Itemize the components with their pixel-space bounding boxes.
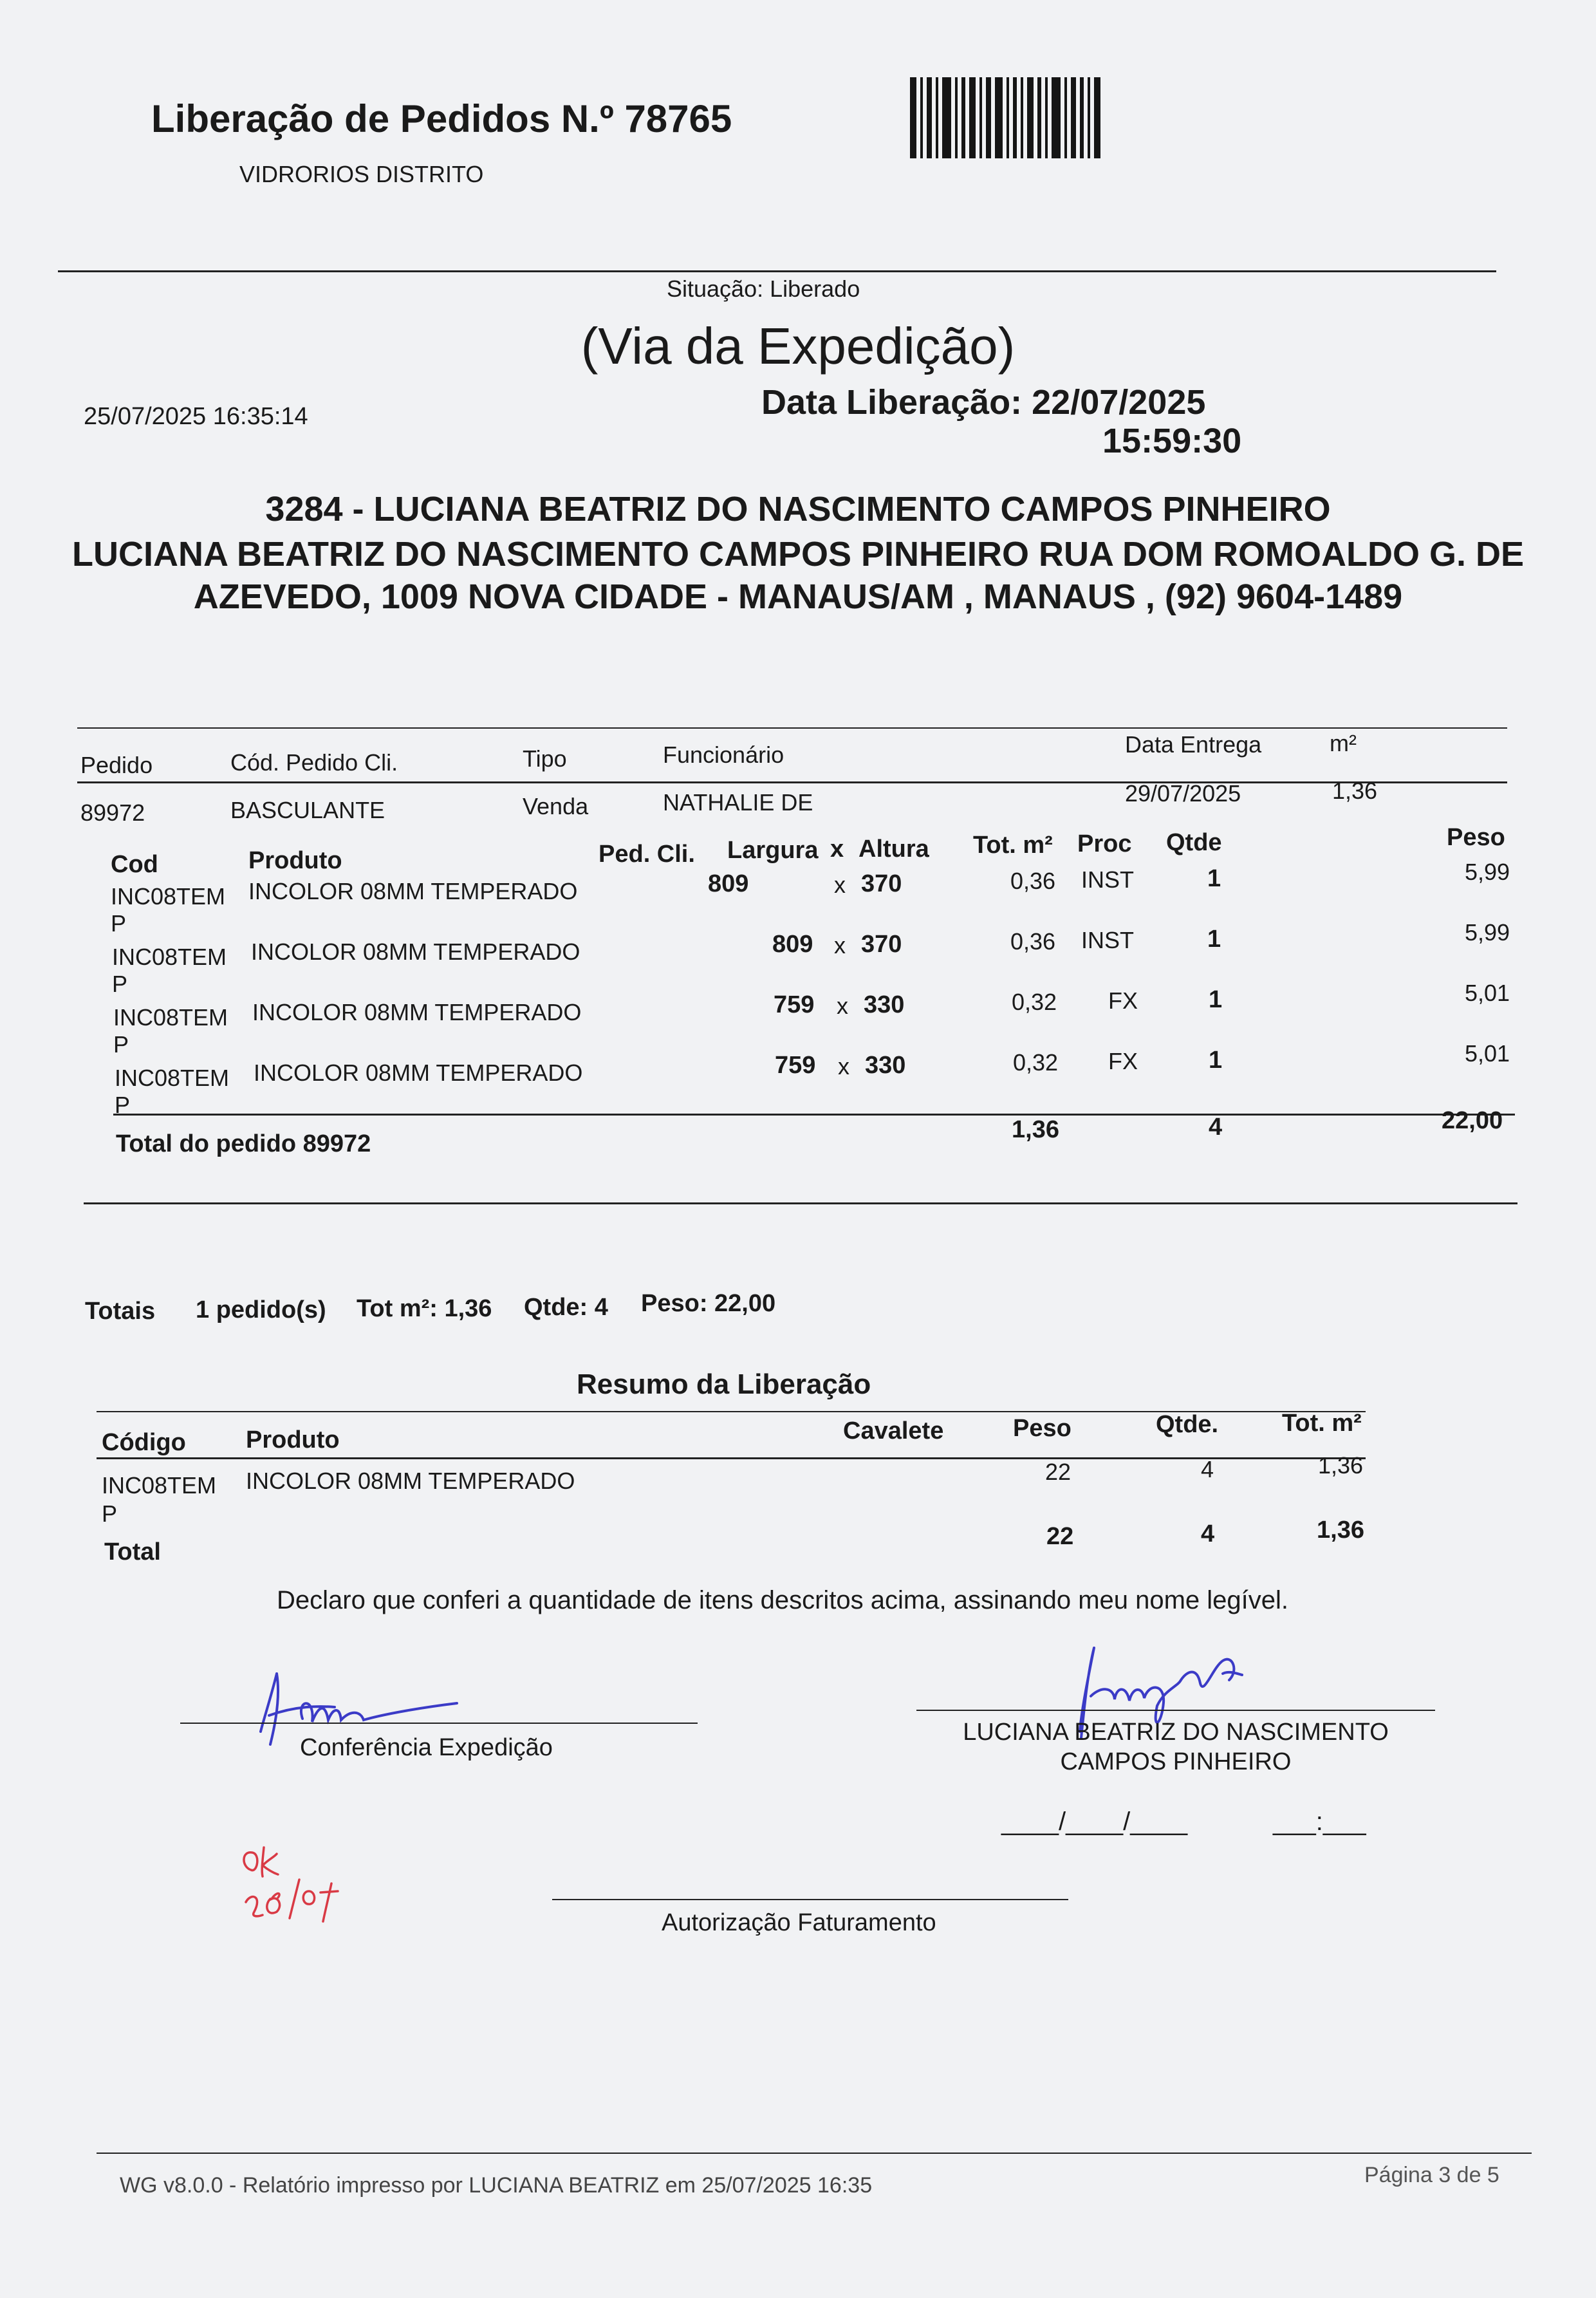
declaration-text: Declaro que conferi a quantidade de itens descritos acima, assinando meu nome legível. [277,1586,1289,1614]
item-largura: 809 [708,870,749,897]
col-data-entrega: Data Entrega [1125,731,1262,758]
item-x: x [838,1053,849,1079]
items-col-ped-cli: Ped. Cli. [598,841,695,868]
items-col-altura: Altura [858,836,929,863]
barcode-bar [961,77,965,158]
order-client-code: BASCULANTE [230,797,385,823]
footer-report-info: WG v8.0.0 - Relatório impresso por LUCIANA BEATRIZ em 25/07/2025 16:35 [120,2173,873,2198]
col-m2: m² [1330,730,1357,756]
barcode-bar [1071,77,1076,158]
barcode-bar [1088,77,1090,158]
barcode-bar [1027,77,1034,158]
order-number: 89972 [80,799,145,826]
barcode-bar [1007,77,1009,158]
summary-total-tot-m2: 1,36 [1317,1517,1364,1544]
item-largura: 759 [775,1052,816,1079]
totals-m2: Tot m²: 1,36 [357,1295,492,1322]
item-cod: INC08TEM P [113,1004,228,1058]
barcode-icon [910,77,1161,158]
barcode-bar [1045,77,1048,158]
summary-tot-m2: 1,36 [1318,1452,1364,1479]
signature-label-right-2: CAMPOS PINHEIRO [1060,1748,1292,1775]
barcode-bar [969,77,976,158]
col-pedido: Pedido [80,752,153,778]
order-type: Venda [523,793,589,819]
item-qtde: 1 [1209,986,1223,1013]
items-total-qtde: 4 [1209,1114,1223,1141]
col-funcionario: Funcionário [663,742,784,768]
item-proc: INST [1081,927,1135,953]
item-proc: FX [1108,1048,1138,1074]
item-altura: 330 [865,1052,906,1079]
items-col-qtde: Qtde [1166,829,1222,856]
col-tipo: Tipo [523,745,567,772]
totals-qtde: Qtde: 4 [524,1294,608,1321]
item-tot-m2: 0,36 [1010,928,1056,955]
barcode-bar [979,77,982,158]
signature-line-left [180,1723,698,1724]
item-proc: FX [1108,987,1138,1014]
items-end-rule [84,1202,1517,1204]
client-code-name: 3284 - LUCIANA BEATRIZ DO NASCIMENTO CAMPOS PINHEIRO [265,490,1331,528]
items-total-label: Total do pedido 89972 [116,1130,371,1157]
barcode-bar [1037,77,1041,158]
header-divider [58,270,1496,272]
item-tot-m2: 0,32 [1013,1049,1059,1076]
summary-produto: INCOLOR 08MM TEMPERADO [246,1468,575,1494]
client-address: LUCIANA BEATRIZ DO NASCIMENTO CAMPOS PINHEIRO RUA DOM ROMOALDO G. DE AZEVEDO, 1009 NOVA CIDADE - MANAUS/AM , MANAUS , (92) 9604-1489 [71,535,1524,616]
totals-label: Totais [85,1298,156,1325]
barcode-bar [995,77,1003,158]
barcode-bar [1052,77,1061,158]
summary-peso: 22 [1045,1459,1072,1485]
item-qtde: 1 [1207,926,1221,953]
item-qtde: 1 [1209,1047,1223,1074]
item-x: x [834,932,846,958]
item-produto: INCOLOR 08MM TEMPERADO [254,1060,583,1086]
item-cod: INC08TEM P [111,883,226,937]
summary-qtde: 4 [1201,1456,1214,1482]
items-total-rule [113,1114,1515,1116]
date-blank: ____/____/____ [1001,1808,1188,1836]
item-peso: 5,01 [1465,1040,1510,1067]
order-delivery-date: 29/07/2025 [1125,780,1241,807]
item-tot-m2: 0,32 [1012,989,1057,1015]
item-peso: 5,99 [1465,919,1510,946]
items-col-proc: Proc [1077,830,1132,857]
barcode-bar [1064,77,1067,158]
items-col-x: x [830,836,844,863]
item-tot-m2: 0,36 [1010,868,1056,894]
release-date: Data Liberação: 22/07/2025 [761,383,1206,422]
time-blank: ___:___ [1273,1808,1366,1836]
order-table-header-rule [77,781,1507,783]
barcode-bar [1080,77,1084,158]
items-col-peso: Peso [1447,824,1505,851]
summary-col-produto: Produto [246,1426,340,1453]
items-total-m2: 1,36 [1012,1116,1059,1143]
footer-page-number: Página 3 de 5 [1364,2163,1499,2187]
document-title: Liberação de Pedidos N.º 78765 [151,97,732,140]
order-employee: NATHALIE DE [663,789,813,816]
barcode-bar [1021,77,1023,158]
item-peso: 5,99 [1465,859,1510,885]
summary-title: Resumo da Liberação [577,1369,871,1400]
release-time: 15:59:30 [1102,422,1242,460]
item-altura: 330 [864,991,905,1018]
signature-label-right-1: LUCIANA BEATRIZ DO NASCIMENTO [963,1719,1389,1746]
item-qtde: 1 [1207,865,1221,892]
item-altura: 370 [861,931,902,958]
summary-codigo: INC08TEM P [102,1472,217,1527]
printed-timestamp: 25/07/2025 16:35:14 [84,403,308,430]
order-status: Situação: Liberado [667,276,860,302]
summary-total-label: Total [104,1538,161,1565]
order-m2: 1,36 [1332,778,1378,804]
item-cod: INC08TEM P [112,944,227,997]
summary-total-qtde: 4 [1201,1520,1215,1547]
authorization-line [552,1899,1068,1900]
col-cod-pedido-cli: Cód. Pedido Cli. [230,749,398,776]
authorization-label: Autorização Faturamento [662,1909,936,1936]
item-produto: INCOLOR 08MM TEMPERADO [252,999,582,1025]
items-col-largura: Largura [727,837,819,864]
barcode-bar [1013,77,1017,158]
signature-label-left: Conferência Expedição [300,1734,553,1761]
item-largura: 759 [774,991,815,1018]
items-col-cod: Cod [111,851,158,878]
items-col-tot-m2: Tot. m² [973,832,1053,859]
handwritten-ok-note-icon [238,1841,348,1950]
barcode-bar [927,77,932,158]
summary-col-qtde: Qtde. [1156,1411,1219,1438]
item-altura: 370 [861,870,902,897]
summary-col-peso: Peso [1013,1415,1072,1442]
summary-total-peso: 22 [1046,1523,1074,1550]
item-x: x [837,993,848,1019]
item-x: x [834,872,846,898]
footer-rule [97,2153,1532,2154]
barcode-bar [910,77,916,158]
summary-col-tot-m2: Tot. m² [1282,1410,1362,1437]
barcode-bar [986,77,991,158]
item-peso: 5,01 [1465,980,1510,1006]
items-total-peso: 22,00 [1442,1107,1503,1134]
barcode-bar [936,77,938,158]
summary-col-codigo: Código [102,1429,186,1456]
barcode-bar [1094,77,1100,158]
summary-col-cavalete: Cavalete [843,1417,944,1444]
summary-header-rule [97,1457,1366,1459]
signature-line-right [916,1710,1435,1711]
item-produto: INCOLOR 08MM TEMPERADO [251,939,580,965]
barcode-bar [955,77,958,158]
items-col-produto: Produto [248,847,342,874]
totals-pedidos: 1 pedido(s) [196,1296,326,1323]
company-name: VIDRORIOS DISTRITO [239,161,484,187]
item-produto: INCOLOR 08MM TEMPERADO [248,878,578,904]
item-largura: 809 [772,931,813,958]
item-cod: INC08TEM P [115,1065,230,1118]
copy-label: (Via da Expedição) [580,317,1016,375]
barcode-bar [942,77,951,158]
barcode-bar [920,77,923,158]
totals-peso: Peso: 22,00 [641,1290,776,1317]
item-proc: INST [1081,866,1135,893]
order-table-top-rule [77,727,1507,729]
